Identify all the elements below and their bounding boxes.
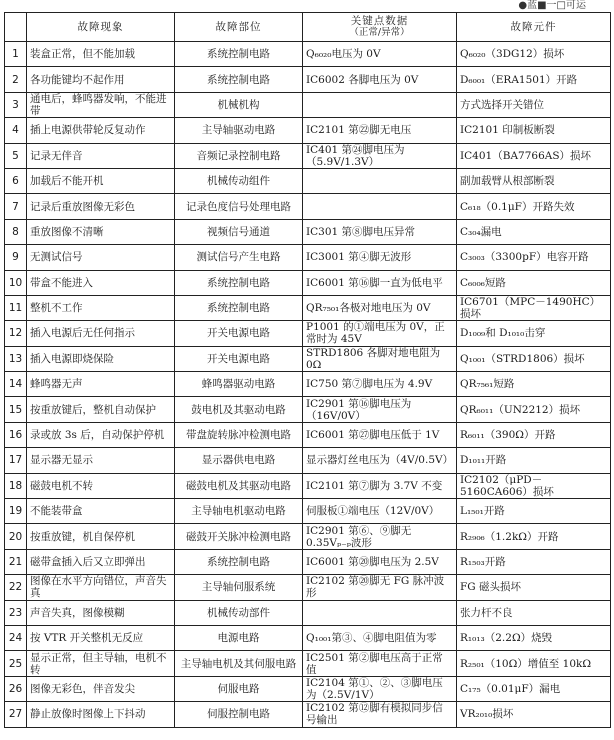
faulty-component: L₁₅₀₁开路 xyxy=(457,499,611,524)
faulty-component: 张力杆不良 xyxy=(457,600,611,625)
key-point-data: Q₁₀₀₁第③、④脚电阻值为零 xyxy=(303,625,457,650)
page-corner-note: ●蓝■一□可运 xyxy=(518,0,586,11)
table-row xyxy=(5,219,611,244)
faulty-component: C₃₀₀₃（3300pF）电容开路 xyxy=(457,245,611,270)
key-point-data: IC6002 各脚电压为 0V xyxy=(303,67,457,92)
faulty-component: QR₇₅₆₁短路 xyxy=(457,372,611,397)
table-row xyxy=(5,168,611,193)
table-row xyxy=(5,499,611,524)
key-point-data: QR₇₅₀₁各极对地电压为 0V xyxy=(303,295,457,320)
table-row xyxy=(5,92,611,117)
fault-symptom: 通电后，蜂鸣器发响，不能进带 xyxy=(27,92,175,117)
faulty-component: D₁₀₁₁开路 xyxy=(457,448,611,473)
fault-symptom: 记录后重放图像无彩色 xyxy=(27,194,175,219)
key-point-data: IC6001 第⑳脚电压为 2.5V xyxy=(303,549,457,574)
fault-location: 磁鼓电机及其驱动电路 xyxy=(175,473,303,498)
fault-location: 伺服控制电路 xyxy=(175,702,303,727)
row-number: 10 xyxy=(5,270,27,295)
table-row xyxy=(5,67,611,92)
table-row xyxy=(5,575,611,600)
key-point-data xyxy=(303,194,457,219)
fault-location: 视频信号通道 xyxy=(175,219,303,244)
fault-table xyxy=(4,12,611,728)
row-number: 25 xyxy=(5,651,27,676)
table-row xyxy=(5,372,611,397)
row-number: 17 xyxy=(5,448,27,473)
fault-symptom: 显示器无显示 xyxy=(27,448,175,473)
key-point-data: STRD1806 各脚对地电阻为 0Ω xyxy=(303,346,457,371)
faulty-component: D₆₀₀₁（ERA1501）开路 xyxy=(457,67,611,92)
fault-symptom: 静止放像时图像上下抖动 xyxy=(27,702,175,727)
fault-symptom: 显示正常，但主导轴，电机不转 xyxy=(27,651,175,676)
fault-symptom: 重放图像不清晰 xyxy=(27,219,175,244)
row-number: 23 xyxy=(5,600,27,625)
fault-location: 音频记录控制电路 xyxy=(175,143,303,168)
key-point-data: IC2501 第②脚电压高于正常值 xyxy=(303,651,457,676)
table-row xyxy=(5,549,611,574)
table-row xyxy=(5,143,611,168)
fault-symptom: 录或放 3s 后，自动保护停机 xyxy=(27,422,175,447)
table-row xyxy=(5,600,611,625)
faulty-component: R₁₀₁₃（2.2Ω）烧毁 xyxy=(457,625,611,650)
faulty-component: IC401（BA7766AS）损坏 xyxy=(457,143,611,168)
row-number: 1 xyxy=(5,42,27,67)
fault-symptom: 无测试信号 xyxy=(27,245,175,270)
fault-location: 机械机构 xyxy=(175,92,303,117)
fault-location: 带盘旋转脉冲检测电路 xyxy=(175,422,303,447)
table-row xyxy=(5,270,611,295)
key-point-data: IC301 第⑧脚电压异常 xyxy=(303,219,457,244)
fault-location: 机械传动部件 xyxy=(175,600,303,625)
fault-location: 蜂鸣器驱动电路 xyxy=(175,372,303,397)
table-row xyxy=(5,651,611,676)
key-point-data: IC2101 第㉒脚无电压 xyxy=(303,118,457,143)
table-row xyxy=(5,321,611,346)
key-point-data xyxy=(303,168,457,193)
row-number: 8 xyxy=(5,219,27,244)
row-number: 15 xyxy=(5,397,27,422)
fault-symptom: 磁鼓电机不转 xyxy=(27,473,175,498)
table-row xyxy=(5,295,611,320)
faulty-component: D₁₀₀₉和 D₁₀₁₀击穿 xyxy=(457,321,611,346)
row-number: 12 xyxy=(5,321,27,346)
faulty-component: 副加载臂从根部断裂 xyxy=(457,168,611,193)
table-row xyxy=(5,118,611,143)
key-point-data: IC2901 第⑥、⑨脚无 0.35Vₚ₋ₚ波形 xyxy=(303,524,457,549)
table-row xyxy=(5,473,611,498)
fault-location: 记录色度信号处理电路 xyxy=(175,194,303,219)
fault-location: 系统控制电路 xyxy=(175,549,303,574)
fault-symptom: 各功能键均不起作用 xyxy=(27,67,175,92)
key-point-data: IC2901 第⑯脚电压为（16V/0V） xyxy=(303,397,457,422)
fault-location: 主导轴伺服系统 xyxy=(175,575,303,600)
key-point-data: IC3001 第④脚无波形 xyxy=(303,245,457,270)
key-point-data: IC401 第㉔脚电压为（5.9V/1.3V） xyxy=(303,143,457,168)
faulty-component: IC6701（MPC－1490HC）损坏 xyxy=(457,295,611,320)
key-point-data xyxy=(303,600,457,625)
faulty-component: VR₂₀₁₀损坏 xyxy=(457,702,611,727)
faulty-component: R₁₅₀₃开路 xyxy=(457,549,611,574)
row-number: 4 xyxy=(5,118,27,143)
fault-symptom: 按 VTR 开关整机无反应 xyxy=(27,625,175,650)
faulty-component: 方式选择开关错位 xyxy=(457,92,611,117)
key-point-data: P1001 的①端电压为 0V，正常时为 45V xyxy=(303,321,457,346)
row-number: 7 xyxy=(5,194,27,219)
key-point-data: IC2104 第①、②、③脚电压为（2.5V/1V） xyxy=(303,676,457,701)
fault-symptom: 图像无彩色，伴音发尖 xyxy=(27,676,175,701)
table-row xyxy=(5,625,611,650)
fault-symptom: 装盒正常，但不能加载 xyxy=(27,42,175,67)
row-number: 19 xyxy=(5,499,27,524)
table-header-row xyxy=(5,13,611,42)
key-point-data xyxy=(303,92,457,117)
row-number: 27 xyxy=(5,702,27,727)
faulty-component: Q₁₀₀₁（STRD1806）损坏 xyxy=(457,346,611,371)
fault-symptom: 不能装带盒 xyxy=(27,499,175,524)
row-number: 13 xyxy=(5,346,27,371)
fault-location: 伺服电路 xyxy=(175,676,303,701)
fault-location: 显示器供电电路 xyxy=(175,448,303,473)
key-point-data: 伺服板①端电压（12V/0V） xyxy=(303,499,457,524)
fault-location: 机械传动组件 xyxy=(175,168,303,193)
fault-location: 系统控制电路 xyxy=(175,295,303,320)
fault-location: 系统控制电路 xyxy=(175,67,303,92)
key-point-data: IC2102 第⑳脚无 FG 脉冲波形 xyxy=(303,575,457,600)
faulty-component: C₆₀₀₆短路 xyxy=(457,270,611,295)
table-row xyxy=(5,42,611,67)
row-number: 3 xyxy=(5,92,27,117)
table-row xyxy=(5,422,611,447)
faulty-component: Q₆₀₂₀（3DG12）损坏 xyxy=(457,42,611,67)
header-number xyxy=(5,13,27,42)
fault-symptom: 蜂鸣器无声 xyxy=(27,372,175,397)
table-row xyxy=(5,524,611,549)
table-row xyxy=(5,346,611,371)
key-point-data: IC6001 第⑯脚一直为低电平 xyxy=(303,270,457,295)
fault-symptom: 声音失真，图像模糊 xyxy=(27,600,175,625)
row-number: 5 xyxy=(5,143,27,168)
faulty-component: IC2102（μPD－5160CA606）损坏 xyxy=(457,473,611,498)
fault-location: 鼓电机及其驱动电路 xyxy=(175,397,303,422)
faulty-component: R₂₉₀₆（1.2kΩ）开路 xyxy=(457,524,611,549)
key-point-data: IC2101 第⑦脚为 3.7V 不变 xyxy=(303,473,457,498)
faulty-component: R₆₀₁₁（390Ω）开路 xyxy=(457,422,611,447)
fault-location: 主导轴驱动电路 xyxy=(175,118,303,143)
table-row xyxy=(5,702,611,727)
row-number: 14 xyxy=(5,372,27,397)
header-key-data-subtitle: （正常/异常） xyxy=(349,27,410,38)
fault-symptom: 按重放键后，整机自动保护 xyxy=(27,397,175,422)
table-row xyxy=(5,448,611,473)
fault-location: 主导轴电机驱动电路 xyxy=(175,499,303,524)
fault-location: 主导轴电机及其伺服电路 xyxy=(175,651,303,676)
row-number: 6 xyxy=(5,168,27,193)
fault-symptom: 插入电源后无任何指示 xyxy=(27,321,175,346)
fault-location: 测试信号产生电路 xyxy=(175,245,303,270)
fault-symptom: 带盒不能进入 xyxy=(27,270,175,295)
row-number: 9 xyxy=(5,245,27,270)
fault-location: 开关电源电路 xyxy=(175,346,303,371)
fault-location: 系统控制电路 xyxy=(175,42,303,67)
key-point-data: Q₆₀₂₀电压为 0V xyxy=(303,42,457,67)
row-number: 26 xyxy=(5,676,27,701)
faulty-component: FG 磁头损坏 xyxy=(457,575,611,600)
fault-symptom: 加载后不能开机 xyxy=(27,168,175,193)
table-row xyxy=(5,194,611,219)
header-faulty-component: 故障元件 xyxy=(457,13,611,42)
header-key-data xyxy=(303,13,457,42)
key-point-data: IC750 第⑦脚电压为 4.9V xyxy=(303,372,457,397)
row-number: 24 xyxy=(5,625,27,650)
faulty-component: R₂₅₀₁（10Ω）增值至 10kΩ xyxy=(457,651,611,676)
table-row xyxy=(5,397,611,422)
faulty-component: C₆₁₈（0.1μF）开路失效 xyxy=(457,194,611,219)
fault-symptom: 按重放键，机自保停机 xyxy=(27,524,175,549)
fault-location: 系统控制电路 xyxy=(175,270,303,295)
row-number: 16 xyxy=(5,422,27,447)
table-row xyxy=(5,676,611,701)
fault-symptom: 插入电源即烧保险 xyxy=(27,346,175,371)
header-fault-location: 故障部位 xyxy=(175,13,303,42)
faulty-component: C₃₀₄漏电 xyxy=(457,219,611,244)
fault-symptom: 插上电源供带轮反复动作 xyxy=(27,118,175,143)
table-row xyxy=(5,245,611,270)
faulty-component: QR₆₀₁₁（UN2212）损坏 xyxy=(457,397,611,422)
row-number: 22 xyxy=(5,575,27,600)
row-number: 11 xyxy=(5,295,27,320)
faulty-component: IC2101 印制板断裂 xyxy=(457,118,611,143)
fault-location: 磁鼓开关脉冲检测电路 xyxy=(175,524,303,549)
fault-location: 电源电路 xyxy=(175,625,303,650)
row-number: 18 xyxy=(5,473,27,498)
fault-symptom: 图像在水平方向错位，声音失真 xyxy=(27,575,175,600)
fault-location: 开关电源电路 xyxy=(175,321,303,346)
fault-symptom: 记录无伴音 xyxy=(27,143,175,168)
fault-symptom: 磁带盒插入后又立即弹出 xyxy=(27,549,175,574)
key-point-data: IC2102 第⑫脚有模拟同步信号输出 xyxy=(303,702,457,727)
fault-symptom: 整机不工作 xyxy=(27,295,175,320)
header-symptom: 故障现象 xyxy=(27,13,175,42)
header-key-data-title: 关键点数据 xyxy=(350,15,409,27)
faulty-component: C₁₇₅（0.01μF）漏电 xyxy=(457,676,611,701)
key-point-data: IC6001 第㉗脚电压低于 1V xyxy=(303,422,457,447)
row-number: 2 xyxy=(5,67,27,92)
row-number: 20 xyxy=(5,524,27,549)
row-number: 21 xyxy=(5,549,27,574)
key-point-data: 显示器灯丝电压为（4V/0.5V） xyxy=(303,448,457,473)
